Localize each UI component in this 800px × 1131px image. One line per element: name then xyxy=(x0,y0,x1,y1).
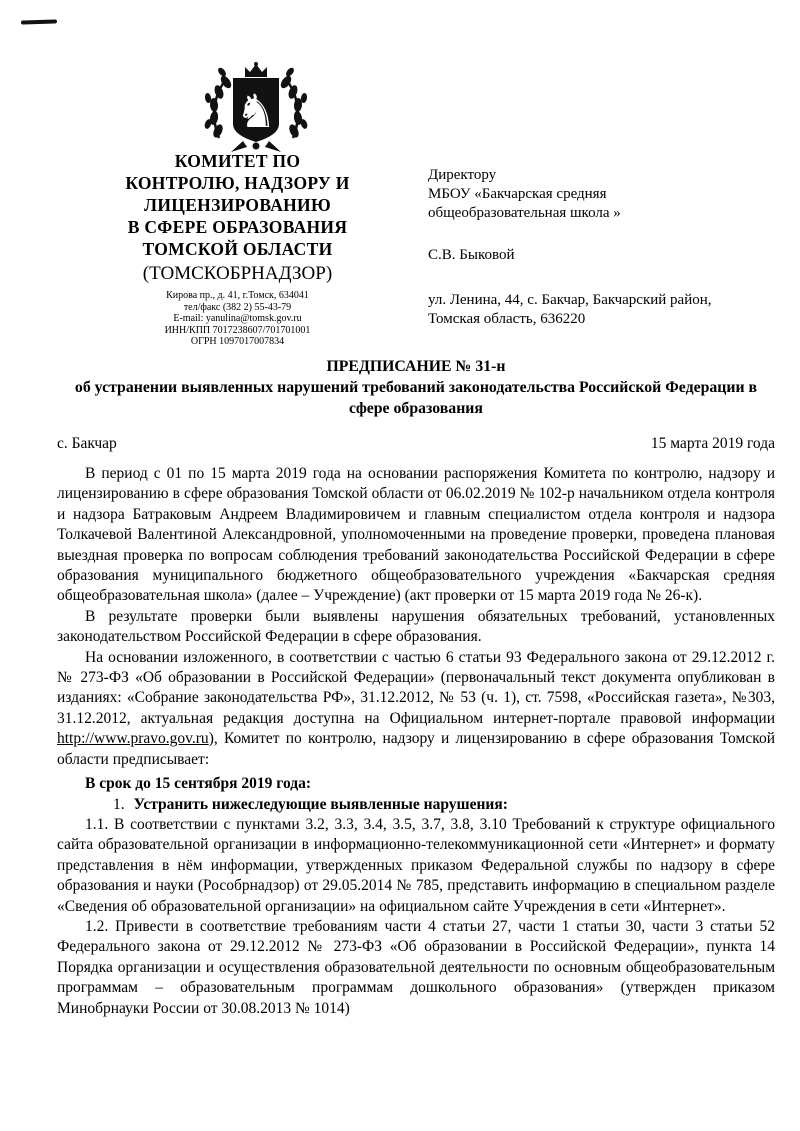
recipient-block xyxy=(428,166,728,329)
org-address-line: Кирова пр., д. 41, г.Томск, 634041 xyxy=(166,290,309,301)
recipient-address: ул. Ленина, 44, с. Бакчар, Бакчарский район, Томская область, 636220 xyxy=(428,292,712,327)
recipient-role: Директору xyxy=(428,167,497,183)
document-body xyxy=(57,464,775,1019)
document-date: 15 марта 2019 года xyxy=(650,435,775,452)
laurel-branch-left xyxy=(203,66,233,139)
org-ogrn-line: ОГРН 1097017007834 xyxy=(190,336,285,348)
item-1-2-paragraph: 1.2. Привести в соответствие требованиям части 4 статьи 27, части 1 статьи 30, части 3 статьи 52 Федерального закона от 29.12.2012 № 273-ФЗ «Об образовании в Российской Федерации», пункта 14 Порядка организации и осуществления образовательной деятельности по основным общеобразовательным программам – образовательным программам дошкольного образования» (утвержден приказом Минобрнауки России от 30.08.2013 № 1014) xyxy=(57,917,775,1017)
org-name-line: ТОМСКОЙ ОБЛАСТИ xyxy=(142,239,333,259)
org-phone-line: тел/факс (382 2) 55-43-79 xyxy=(183,301,292,313)
org-inn-kpp-line: ИНН/КПП 7017238607/701701001 xyxy=(164,324,311,336)
item-1-text: Устранить нижеследующие выявленные нарушения: xyxy=(133,795,508,813)
white-horse-icon: ♞ xyxy=(235,84,277,138)
org-name-line: ЛИЦЕНЗИРОВАНИЮ xyxy=(144,195,331,215)
document-title-subject: об устранении выявленных нарушений требований законодательства Российской Федерации в сфере образования xyxy=(74,379,758,417)
org-name-line: КОНТРОЛЮ, НАДЗОРУ И xyxy=(125,173,350,193)
item-1-line xyxy=(57,795,775,815)
org-contacts xyxy=(40,290,435,348)
place-date-row xyxy=(57,435,775,453)
pravo-gov-ru-link: http://www.pravo.gov.ru xyxy=(57,730,209,748)
org-name-line: В СФЕРЕ ОБРАЗОВАНИЯ xyxy=(127,217,348,237)
tomsk-coat-of-arms-icon xyxy=(181,62,331,156)
letterhead xyxy=(40,150,435,348)
org-name-line: КОМИТЕТ ПО xyxy=(174,151,301,171)
org-email-line: E-mail: yanulina@tomsk.gov.ru xyxy=(173,313,302,325)
item-1-number: 1. xyxy=(113,795,125,813)
recipient-organization: МБОУ «Бакчарская средняя общеобразовательная школа » xyxy=(428,186,621,221)
paragraph-inspection: В период с 01 по 15 марта 2019 года на основании распоряжения Комитета по контролю, надзору и лицензированию в сфере образования Томской области от 06.02.2019 № 102-р начальником отдела контроля и надзора Батраковым Андреем Владимировичем и главным специалистом отдела контроля и надзора Толкачевой Валентиной Александровной, уполномоченными на проведение проверки, проведена плановая выездная проверка по вопросам соблюдения требований законодательства Российской Федерации в сфере образования муниципального бюджетного общеобразовательного учреждения «Бакчарская средняя общеобразовательная школа» (далее – Учреждение) (акт проверки от 15 марта 2019 года № 26-к). xyxy=(57,465,775,605)
laurel-branch-right xyxy=(279,66,309,139)
document-place: с. Бакчар xyxy=(57,435,117,452)
recipient-name: С.В. Быковой xyxy=(428,247,515,263)
document-title-number: ПРЕДПИСАНИЕ № 31-н xyxy=(326,358,506,375)
document-title xyxy=(57,356,775,419)
legal-basis-text: На основании изложенного, в соответствии с частью 6 статьи 93 Федерального закона от 29.12.2012 г. № 273-ФЗ «Об образовании в Российской Федерации» (первоначальный текст документа опубликован в изданиях: «Собрание законодательства РФ», 31.12.2012, № 53 (ч. 1), ст. 7598, «Российская газета», №303, 31.12.2012, актуальная редакция доступна на Официальном интернет-портале правовой информации xyxy=(57,648,775,727)
paragraph-violations-found: В результате проверки были выявлены нарушения обязательных требований, установленных законодательством Российской Федерации в сфере образования. xyxy=(57,607,775,646)
org-short-name: (ТОМСКОБРНАДЗОР) xyxy=(142,263,333,284)
legal-basis-text-end: ), Комитет по контролю, надзору и лицензированию в сфере образования Томской области предписывает: xyxy=(57,730,775,768)
scan-corner-mark xyxy=(21,19,57,24)
paragraph-legal-basis xyxy=(57,648,775,770)
item-1-1-paragraph: 1.1. В соответствии с пунктами 3.2, 3.3, 3.4, 3.5, 3.7, 3.8, 3.10 Требований к структуре официального сайта образовательной организации в информационно-телекоммуникационной сети «Интернет» и формату представления в нём информации, утвержденных приказом Федеральной службы по надзору в сфере образования и науки (Рособрнадзор) от 29.05.2014 № 785, представить информацию в специальном разделе «Сведения об образовательной организации» на официальном сайте Учреждения в сети «Интернет». xyxy=(57,815,775,915)
deadline-line: В срок до 15 сентября 2019 года: xyxy=(85,775,311,793)
